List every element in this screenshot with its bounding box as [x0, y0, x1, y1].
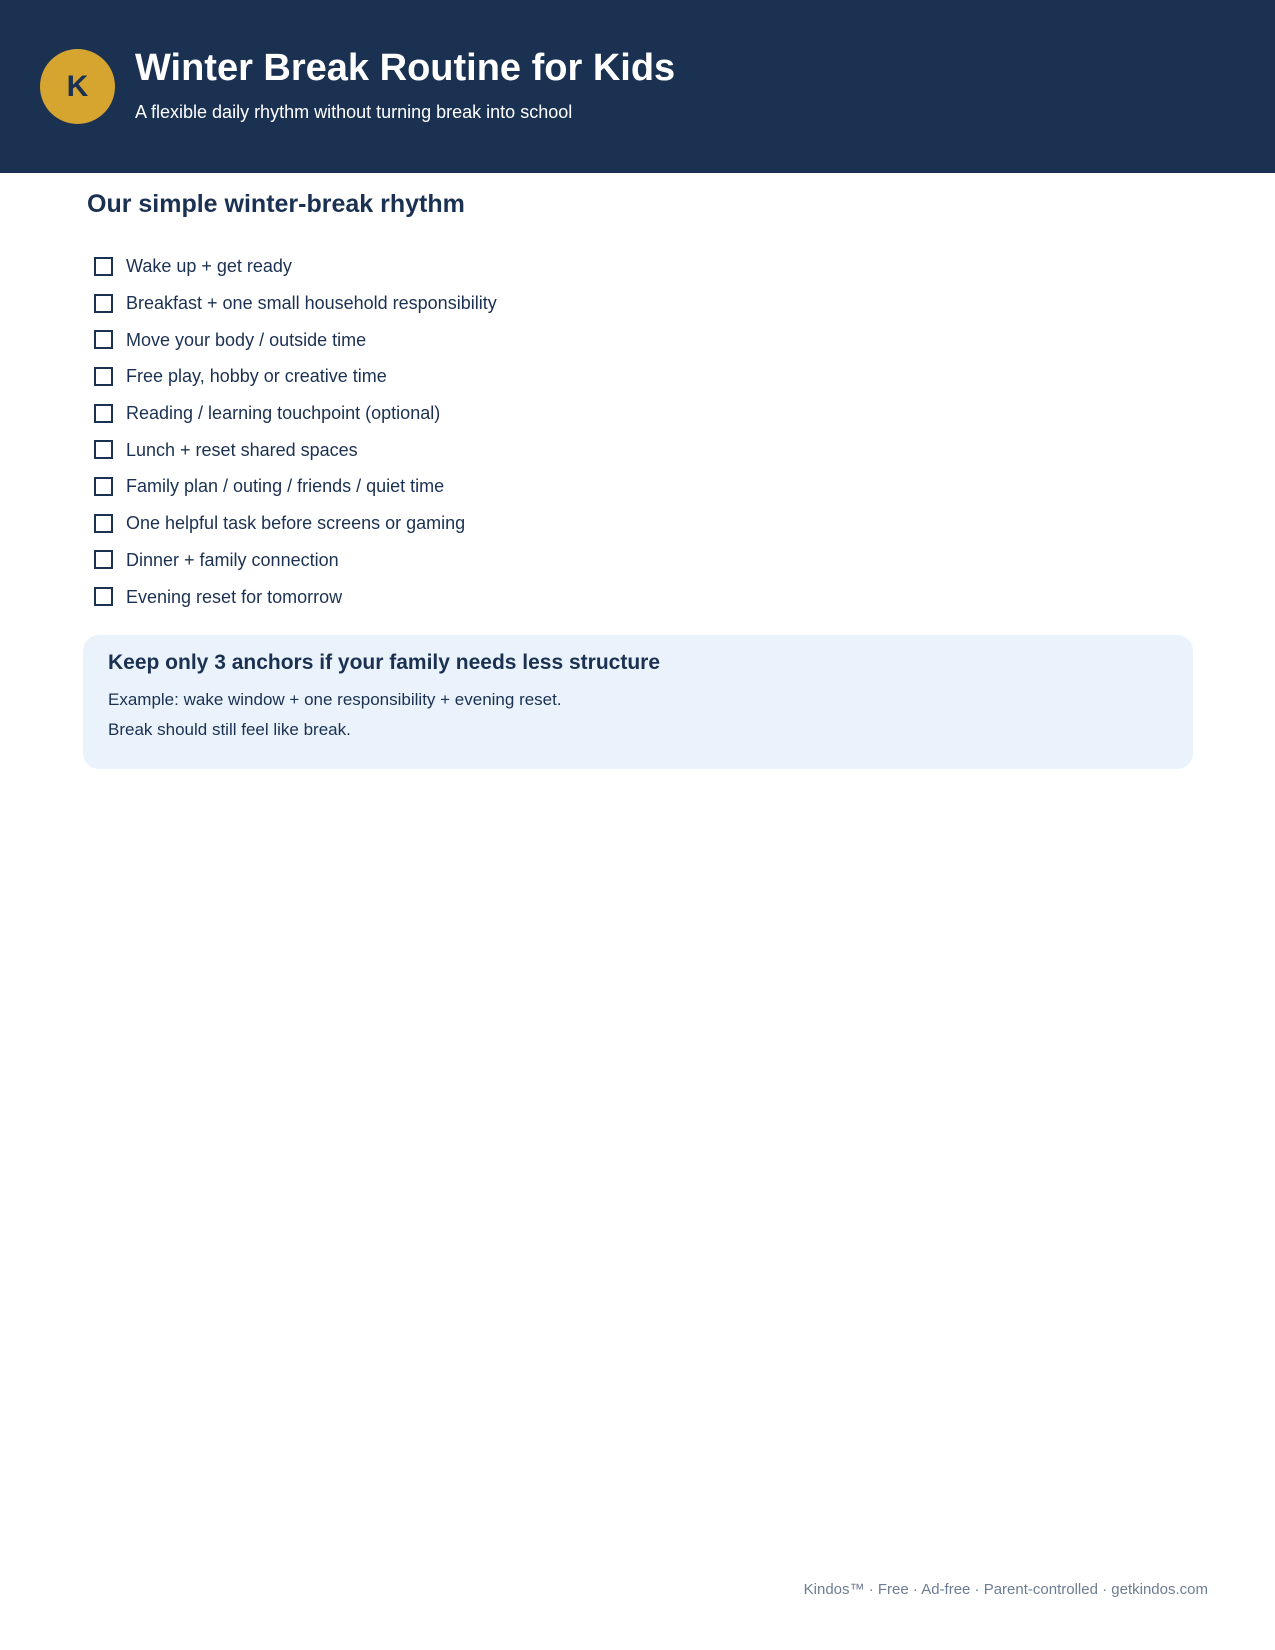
callout-heading: Keep only 3 anchors if your family needs less structure [108, 651, 661, 674]
checklist-item [94, 505, 497, 542]
checklist-item [94, 248, 497, 285]
checklist-item [94, 468, 497, 505]
checklist-item [94, 578, 497, 615]
checklist-item-label: Wake up + get ready [126, 256, 292, 277]
routine-checklist [94, 248, 497, 615]
checklist-item-label: Dinner + family connection [126, 549, 339, 570]
tip-callout [83, 635, 1193, 769]
checkbox[interactable] [94, 404, 113, 423]
checklist-item [94, 285, 497, 322]
checkbox[interactable] [94, 550, 113, 569]
page-subtitle: A flexible daily rhythm without turning break into school [135, 102, 573, 122]
checklist-item-label: Reading / learning touchpoint (optional) [126, 403, 441, 424]
checklist-item-label: Family plan / outing / friends / quiet time [126, 476, 445, 497]
checkbox[interactable] [94, 294, 113, 313]
callout-text: Break should still feel like break. [108, 720, 351, 739]
checklist-item-label: One helpful task before screens or gaming [126, 513, 466, 534]
checklist-item [94, 542, 497, 579]
checklist-item-label: Breakfast + one small household responsibility [126, 293, 497, 314]
checklist-item-label: Free play, hobby or creative time [126, 366, 387, 387]
logo-badge: K [40, 49, 115, 124]
checklist-item-label: Evening reset for tomorrow [126, 586, 343, 607]
page-title: Winter Break Routine for Kids [135, 47, 676, 89]
checkbox[interactable] [94, 257, 113, 276]
checklist-item-label: Lunch + reset shared spaces [126, 439, 358, 460]
page-footer: Kindos™ · Free · Ad-free · Parent-controlled · getkindos.com [803, 1581, 1208, 1598]
checklist-item [94, 321, 497, 358]
checkbox[interactable] [94, 440, 113, 459]
checklist-item-label: Move your body / outside time [126, 329, 367, 350]
callout-text: Example: wake window + one responsibility + evening reset. [108, 690, 562, 709]
checkbox[interactable] [94, 367, 113, 386]
checkbox[interactable] [94, 477, 113, 496]
checkbox[interactable] [94, 514, 113, 533]
checklist-item [94, 358, 497, 395]
checkbox[interactable] [94, 330, 113, 349]
checklist-item [94, 395, 497, 432]
page-header [0, 0, 1275, 173]
section-heading: Our simple winter-break rhythm [87, 190, 465, 218]
checklist-item [94, 431, 497, 468]
checkbox[interactable] [94, 587, 113, 606]
